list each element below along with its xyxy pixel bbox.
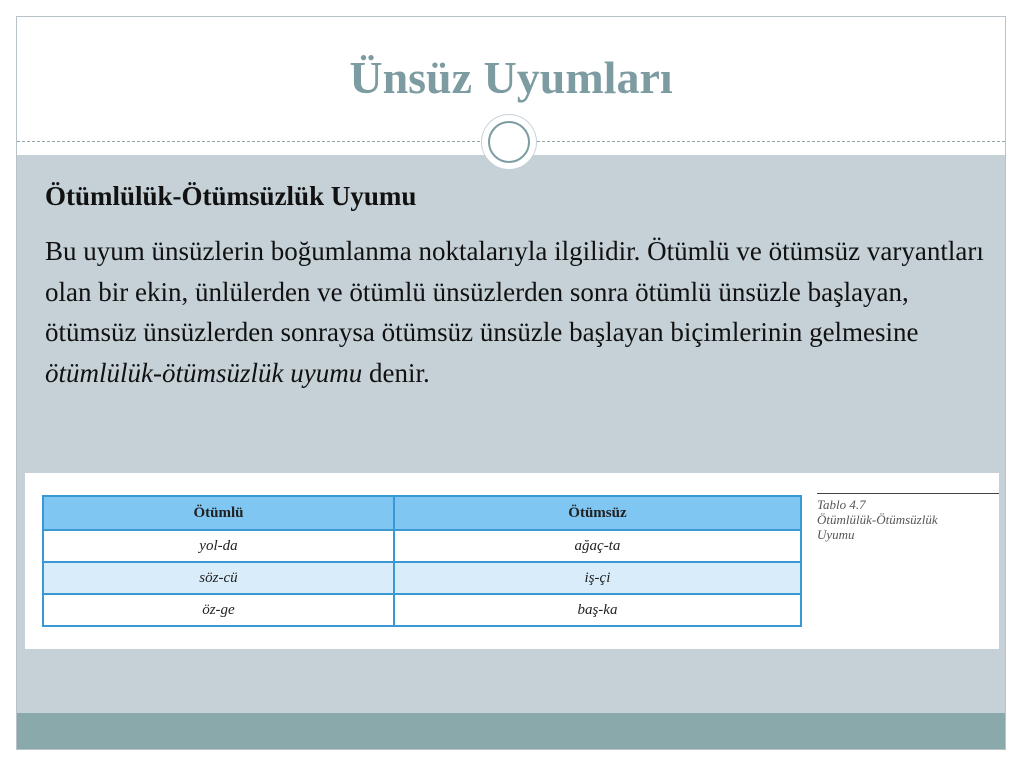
table-panel [25,473,999,649]
table-row [43,594,801,626]
table-caption [817,493,999,542]
table-cell: yol-da [43,530,394,562]
caption-title-line: Uyumu [817,527,855,542]
slide [16,16,1006,750]
body-paragraph [45,231,985,393]
table-header-row [43,496,801,530]
table-row [43,530,801,562]
column-header: Ötümsüz [394,496,801,530]
column-header: Ötümlü [43,496,394,530]
table-cell: söz-cü [43,562,394,594]
circle-ring-icon [482,115,536,169]
footer-bar [17,713,1005,749]
slide-title: Ünsüz Uyumları [349,52,673,103]
table-row [43,562,801,594]
paragraph-text: Bu uyum ünsüzlerin boğumlanma noktalarıyla ilgilidir. Ötümlü ve ötümsüz varyantları olan bir ekin, ünlülerden ve ötümlü ünsüzlerden sonra ötümlü ünsüzle başlayan, ötümsüz ünsüzlerden sonraysa ötümsüz ünsüzle başlayan biçimlerinin gelmesine [45,236,984,347]
table-cell: öz-ge [43,594,394,626]
paragraph-text-end: denir. [362,357,430,388]
caption-number: Tablo 4.7 [817,497,866,512]
section-heading: Ötümlülük-Ötümsüzlük Uyumu [45,181,417,211]
paragraph-italic-term: ötümlülük-ötümsüzlük uyumu [45,357,363,388]
table-cell: baş-ka [394,594,801,626]
table-cell: ağaç-ta [394,530,801,562]
harmony-table [42,495,802,627]
caption-title-line: Ötümlülük-Ötümsüzlük [817,512,938,527]
table-cell: iş-çi [394,562,801,594]
